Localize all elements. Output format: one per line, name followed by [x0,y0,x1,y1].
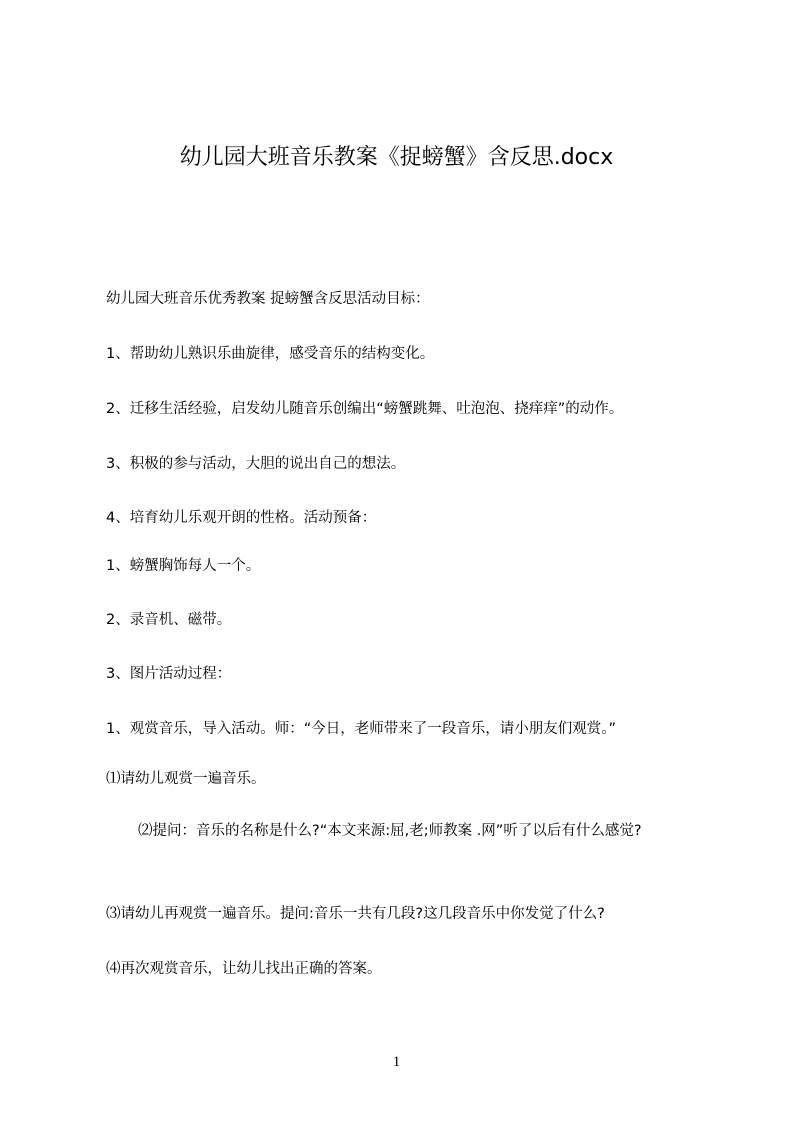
paragraph-step-4: ⑷再次观赏音乐，让幼儿找出正确的答案。 [106,961,382,977]
paragraph-goal-4: 4、培育幼儿乐观开朗的性格。活动预备： [106,510,377,526]
page-number: 1 [392,1054,401,1070]
paragraph-goal-3: 3、积极的参与活动，大胆的说出自己的想法。 [106,456,406,472]
paragraph-intro: 幼儿园大班音乐优秀教案 捉螃蟹含反思活动目标： [106,291,430,307]
paragraph-prep-2: 2、录音机、磁带。 [106,612,232,628]
paragraph-step-1: ⑴请幼儿观赏一遍音乐。 [106,771,266,787]
document-title: 幼儿园大班音乐教案《捉螃蟹》含反思.docx [179,145,614,170]
paragraph-step-2: ⑵提问：音乐的名称是什么?“本文来源:屈,老;师教案 .网”听了以后有什么感觉? [138,823,642,839]
paragraph-goal-1: 1、帮助幼儿熟识乐曲旋律，感受音乐的结构变化。 [106,346,435,362]
paragraph-goal-2: 2、迁移生活经验，启发幼儿随音乐创编出“螃蟹跳舞、吐泡泡、挠痒痒”的动作。 [106,401,624,417]
paragraph-step-3: ⑶请幼儿再观赏一遍音乐。提问:音乐一共有几段?这几段音乐中你发觉了什么? [106,906,605,922]
paragraph-prep-1: 1、螃蟹胸饰每人一个。 [106,558,261,574]
paragraph-prep-3: 3、图片活动过程： [106,666,232,682]
paragraph-process-1: 1、观赏音乐，导入活动。师：“今日，老师带来了一段音乐，请小朋友们观赏。” [106,721,616,737]
